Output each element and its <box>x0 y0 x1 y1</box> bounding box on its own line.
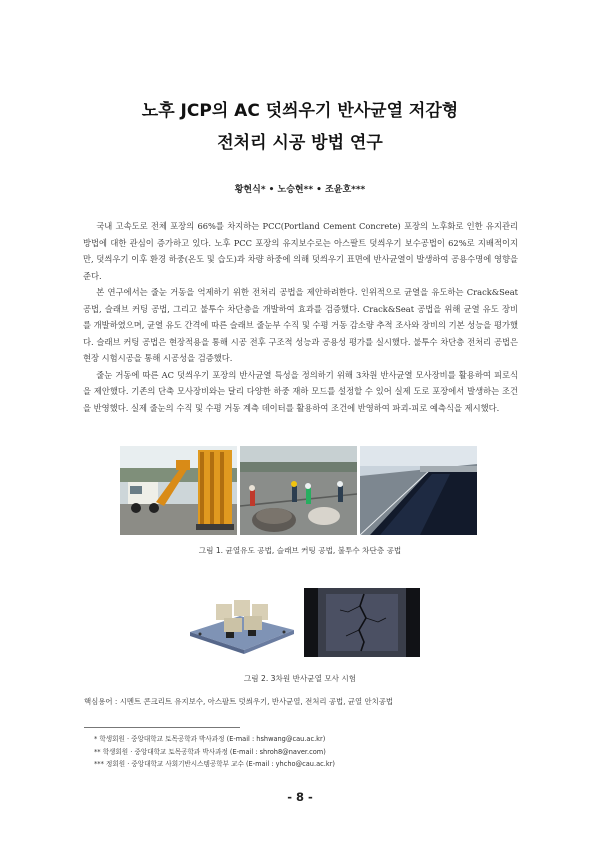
crack-induction-equipment-photo <box>120 446 237 535</box>
keywords: 핵심용어 : 시멘트 콘크리트 유지보수, 아스팔트 덧씌우기, 반사균열, 전처리 공법, 균열 안치공법 <box>84 697 394 706</box>
footnote-item: ** 학생회원 · 중앙대학교 토목공학과 박사과정 (E-mail : shroh8@naver.com) <box>94 747 326 756</box>
paper-title-line-2: 전처리 시공 방법 연구 <box>217 133 383 153</box>
abstract-paragraph: 본 연구에서는 줄눈 거동을 억제하기 위한 전처리 공법을 제안하려한다. 인위적으로 균열을 유도하는 Crack&Seat 공법, 슬래브 커팅 공법, 그리고 불투수 차단층을 개발하여 효과를 검증했다. Crack&Seat 공법을 위해 균열 유도 장비를 개발하였으며, 균열 유도 간격에 따른 슬래브 줄눈부 수직 및 수평 거동 감소량 추적 조사와 장비의 기본 성능을 평가했다. 슬래브 커팅 공법은 현장적용을 통해 시공 전후 구조적 성능과 공용성 평가를 실시했다. 불투수 차단층 전처리 공법은 현장 시험시공을 통해 시공성을 검증했다. <box>83 287 518 363</box>
abstract-paragraph: 국내 고속도로 전체 포장의 66%를 차지하는 PCC(Portland Cement Concrete) 포장의 노후화로 인한 유지관리 방법에 대한 관심이 증가하고 있다. 노후 PCC 포장의 유지보수로는 아스팔트 덧씌우기 보수공법이 62%로 지배적이지만, 덧씌우기 이후 환경 하중(온도 및 습도)과 차량 하중에 의해 덧씌우기 표면에 반사균열이 발생하여 공용수명에 영향을 준다. <box>83 221 518 281</box>
author-list: 황현식* • 노승현** • 조윤호*** <box>234 185 366 195</box>
paper-title-line-1: 노후 JCP의 AC 덧씌우기 반사균열 저감형 <box>141 101 459 121</box>
reflective-crack-simulator-model <box>186 588 296 656</box>
footnote-divider <box>84 727 240 728</box>
page-number: - 8 - <box>287 790 313 804</box>
slab-cutting-site-photo <box>240 446 357 535</box>
crack-specimen-photo <box>304 588 420 657</box>
abstract-paragraph: 줄눈 거동에 따른 AC 덧씌우기 포장의 반사균열 특성을 정의하기 위해 3차원 반사균열 모사장비를 활용하여 피로식을 제안했다. 기존의 단축 모사장비와는 달리 다양한 하중 재하 모드를 설정할 수 있어 실제 도로 포장에서 발생하는 조건을 반영했다. 실제 줄눈의 수직 및 수평 거동 계측 데이터를 활용하여 조건에 반영하여 파괴-피로 예측식을 제시했다. <box>83 369 518 413</box>
abstract <box>83 218 518 416</box>
waterproof-layer-photo <box>360 446 477 535</box>
footnote-item: *** 정회원 · 중앙대학교 사회기반시스템공학부 교수 (E-mail : yhcho@cau.ac.kr) <box>94 760 335 768</box>
figure-1-caption: 그림 1. 균열유도 공법, 슬래브 커팅 공법, 불투수 차단층 공법 <box>198 546 402 555</box>
footnotes <box>84 733 524 771</box>
footnote-item: * 학생회원 · 중앙대학교 토목공학과 박사과정 (E-mail : hshwang@cau.ac.kr) <box>94 735 326 743</box>
figure-2-caption: 그림 2. 3차원 반사균열 모사 시험 <box>243 674 357 683</box>
